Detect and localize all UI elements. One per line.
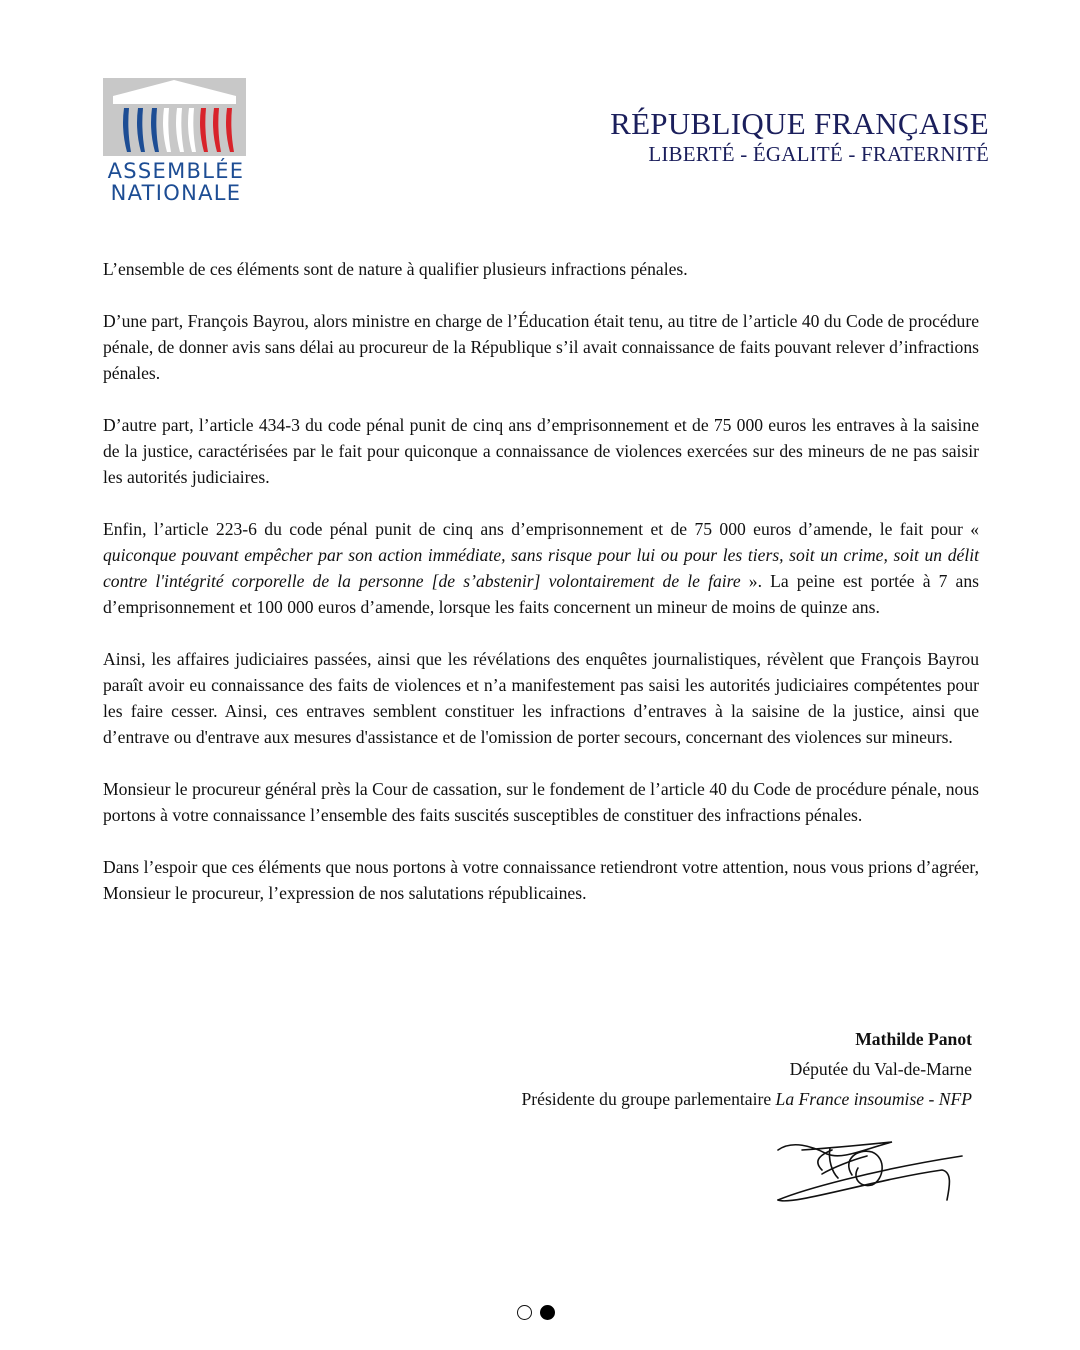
paragraph-4-intro: Enfin, l’article 223-6 du code pénal punit de cinq ans d’emprisonnement et de 75 000 euros d’amende, le fait pour «: [103, 519, 979, 539]
handwritten-signature-icon: [772, 1130, 972, 1210]
paragraph-2: D’une part, François Bayrou, alors ministre en charge de l’Éducation était tenu, au titre de l’article 40 du Code de procédure pénale, de donner avis sans délai au procureur de la République s’il avait connaissance de faits pouvant relever d’infractions pénales.: [103, 311, 979, 383]
page-dot-1[interactable]: [517, 1305, 532, 1320]
group-prefix: Présidente du groupe parlementaire: [521, 1089, 776, 1109]
group-name: La France insoumise - NFP: [775, 1089, 972, 1109]
logo-line-2: NATIONALE: [110, 181, 242, 205]
logo-building-icon: [103, 78, 246, 158]
letter-body: [103, 256, 979, 932]
signatory-role: Députée du Val-de-Marne: [789, 1059, 972, 1079]
signatory-name: Mathilde Panot: [855, 1029, 972, 1049]
assemblee-nationale-logo: [103, 78, 248, 208]
paragraph-1: L’ensemble de ces éléments sont de nature à qualifier plusieurs infractions pénales.: [103, 259, 688, 279]
paragraph-4-outro: ». La peine est portée à 7 ans d’emprisonnement et 100 000 euros d’amende, lorsque les faits concernent un mineur de moins de quinze ans.: [103, 571, 980, 617]
paragraph-7: Dans l’espoir que ces éléments que nous portons à votre connaissance retiendront votre attention, nous vous prions d’agréer, Monsieur le procureur, l’expression de nos salutations républicaines.: [103, 857, 979, 903]
page-indicator: [517, 1305, 555, 1320]
paragraph-3: D’autre part, l’article 434-3 du code pénal punit de cinq ans d’emprisonnement et de 75 000 euros les entraves à la saisine de la justice, caractérisées par le fait pour quiconque a connaissance de violences exercées sur des mineurs de ne pas saisir les autorités judiciaires.: [103, 415, 979, 487]
republic-motto: LIBERTÉ - ÉGALITÉ - FRATERNITÉ: [648, 142, 989, 166]
republic-header: [610, 106, 989, 166]
paragraph-5: Ainsi, les affaires judiciaires passées, ainsi que les révélations des enquêtes journalistiques, révèlent que François Bayrou paraît avoir eu connaissance des faits de violences et n’a manifestement pas saisi les autorités judiciaires compétentes pour les faire cesser. Ainsi, ces entraves semblent constituer les infractions d’entraves à la saisine de la justice, ainsi que d’entrave ou d'entrave aux mesures d'assistance et de l'omission de porter secours, concernant des violences sur mineurs.: [103, 649, 979, 747]
logo-line-1: ASSEMBLÉE: [107, 159, 245, 183]
republic-title: RÉPUBLIQUE FRANÇAISE: [610, 106, 989, 141]
page-dot-2-active[interactable]: [540, 1305, 555, 1320]
paragraph-4: [103, 516, 979, 620]
logo-text: [103, 160, 249, 204]
signature-block: [522, 1024, 973, 1114]
paragraph-6: Monsieur le procureur général près la Cour de cassation, sur le fondement de l’article 40 du Code de procédure pénale, nous portons à votre connaissance l’ensemble des faits suscités susceptibles de constituer des infractions pénales.: [103, 779, 979, 825]
signatory-group: [522, 1084, 973, 1114]
paragraph-4-quote: quiconque pouvant empêcher par son action immédiate, sans risque pour lui ou pour les tiers, soit un crime, soit un délit contre l'intégrité corporelle de la personne [de s’abstenir] volontairement de le faire: [103, 545, 979, 591]
